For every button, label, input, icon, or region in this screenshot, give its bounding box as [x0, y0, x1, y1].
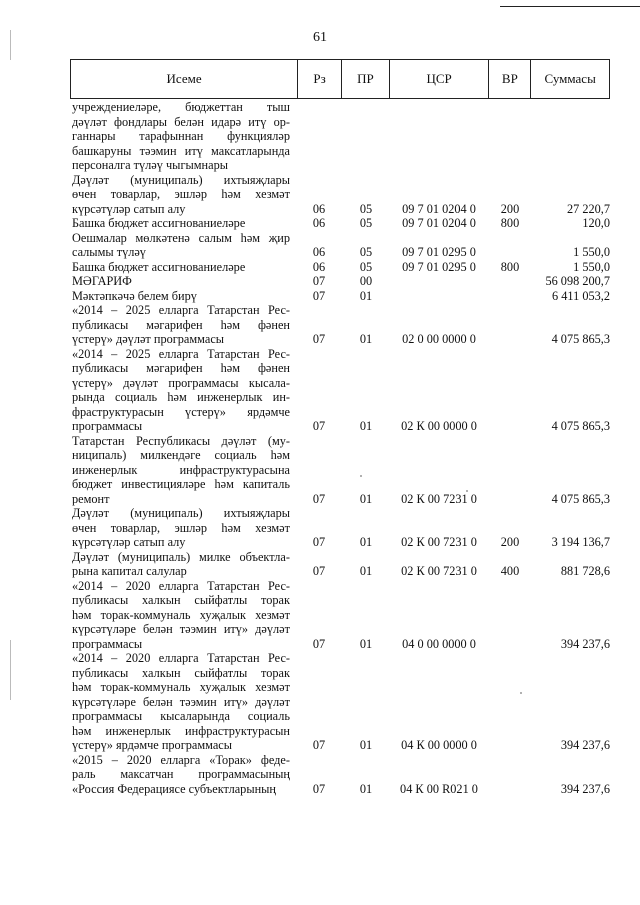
row-rz: 07	[312, 738, 326, 752]
row-name-line: ниципаль) милкендәге социаль һәм	[72, 448, 290, 462]
row-name-line: программасы кысаларында социаль	[72, 709, 290, 723]
table-row	[72, 434, 610, 507]
row-name-line: күрсәтүләр сатып алу	[72, 201, 186, 216]
row-name	[72, 274, 294, 289]
table-row	[72, 651, 610, 753]
row-sum: 394 237,6	[560, 636, 610, 651]
row-name-line: рына капитал салулар	[72, 564, 187, 578]
row-pr: 01	[359, 491, 373, 506]
row-name-line: ремонт	[72, 491, 110, 506]
row-csr: 09 7 01 0295 0	[402, 245, 476, 259]
row-name	[72, 303, 294, 347]
row-name-line: Татарстан Республикасы дәүләт (му-	[72, 433, 290, 448]
row-name-line: башкаруны тәэмин итү максатларында	[72, 143, 290, 158]
row-name-line: «2014 – 2025 елларга Татарстан Рес-	[72, 303, 290, 317]
row-name-line: салымы түләү	[72, 245, 146, 259]
row-name-line: үстерү» дәүләт программасы	[72, 332, 225, 346]
row-name-line: публикасы халкын сыйфатлы торак	[72, 665, 290, 680]
table-row	[72, 173, 610, 217]
row-name-line: бюджет инвестицияләре һәм капиталь	[72, 477, 290, 491]
row-vr: 800	[500, 259, 520, 274]
scan-speck	[360, 475, 362, 477]
row-rz: 07	[312, 781, 326, 796]
row-name-line: күрсәтүләре белән тәэмин итү» дәүләт	[72, 622, 290, 636]
row-name-line: Дәүләт (муниципаль) милке объектла-	[72, 549, 290, 564]
row-rz: 07	[312, 564, 326, 578]
row-pr: 01	[359, 564, 373, 578]
row-pr: 05	[359, 216, 373, 230]
table-row	[72, 347, 610, 434]
row-csr: 02 0 00 0000 0	[402, 332, 476, 346]
table-row	[72, 216, 610, 231]
row-rz: 07	[312, 288, 326, 303]
row-name-line: үстерү» дәүләт программасы кысала-	[72, 375, 290, 390]
row-name-line: «2014 – 2020 елларга Татарстан Рес-	[72, 578, 290, 593]
header-vr: ВР	[489, 60, 531, 98]
row-name	[72, 506, 294, 550]
row-name-line: инженерлык инфраструктурасына	[72, 462, 290, 477]
table-row	[72, 753, 610, 797]
row-vr: 200	[500, 201, 520, 216]
row-sum: 394 237,6	[560, 738, 610, 752]
row-sum: 56 098 200,7	[545, 274, 610, 288]
row-name	[72, 173, 294, 217]
row-pr: 01	[359, 636, 373, 651]
row-csr: 09 7 01 0204 0	[402, 201, 476, 216]
row-name	[72, 550, 294, 579]
row-rz: 07	[312, 419, 326, 433]
row-name-line: өчен товарлар, эшләр һәм хезмәт	[72, 520, 290, 535]
row-pr: 05	[359, 201, 373, 216]
header-sum: Суммасы	[544, 71, 596, 86]
row-name	[72, 434, 294, 507]
table-row	[72, 274, 610, 289]
row-rz: 06	[312, 216, 326, 230]
row-name-line: Мәктәпкәчә белем бирү	[72, 288, 197, 303]
row-sum: 120,0	[582, 216, 610, 230]
row-rz: 07	[312, 535, 326, 549]
row-name	[72, 216, 294, 231]
table-row	[72, 579, 610, 652]
row-sum: 1 550,0	[573, 245, 610, 259]
row-sum: 3 194 136,7	[551, 535, 610, 549]
table-header	[70, 59, 610, 99]
row-csr: 04 К 00 R021 0	[400, 781, 478, 796]
scan-speck	[520, 692, 522, 694]
row-name-line: рында социаль һәм инженерлык ин-	[72, 390, 290, 404]
row-name-line: Оешмалар мөлкәтенә салым һәм җир	[72, 230, 290, 245]
row-rz: 07	[312, 636, 326, 651]
table-row	[72, 303, 610, 347]
row-name-line: учреждениеләре, бюджеттан тыш	[72, 100, 290, 114]
row-name	[72, 753, 294, 797]
row-name-line: дәүләт фондлары белән идарә итү ор-	[72, 114, 290, 129]
row-pr: 00	[359, 274, 373, 288]
row-name-line: ганнары тарафыннан функцияләр	[72, 129, 290, 143]
table-row	[72, 550, 610, 579]
row-name-line: һәм торак-коммуналь хуҗалык хезмәт	[72, 607, 290, 622]
row-sum: 4 075 865,3	[551, 419, 610, 433]
row-rz: 07	[312, 491, 326, 506]
table-row	[72, 260, 610, 275]
header-rz: Рз	[298, 60, 342, 98]
row-name	[72, 289, 294, 304]
row-pr: 01	[359, 288, 373, 303]
row-name-line: күрсәтүләре белән тәэмин итү» дәүләт	[72, 694, 290, 709]
row-name-line: өчен товарлар, эшләр һәм хезмәт	[72, 187, 290, 201]
row-name-line: публикасы халкын сыйфатлы торак	[72, 593, 290, 607]
row-sum: 4 075 865,3	[551, 332, 610, 346]
row-csr: 02 К 00 7231 0	[401, 564, 477, 578]
row-name	[72, 579, 294, 652]
table-row	[72, 289, 610, 304]
row-name	[72, 231, 294, 260]
row-sum: 394 237,6	[560, 781, 610, 796]
row-name	[72, 100, 294, 173]
scan-speck	[466, 490, 468, 492]
row-pr: 01	[359, 419, 373, 433]
row-name-line: Башка бюджет ассигнованиеләре	[72, 216, 246, 230]
row-csr: 02 К 00 0000 0	[401, 419, 477, 433]
row-pr: 01	[359, 738, 373, 752]
row-name-line: публикасы мәгарифен һәм фәнен	[72, 317, 290, 332]
row-name	[72, 260, 294, 275]
row-name-line: Дәүләт (муниципаль) ихтыяҗлары	[72, 506, 290, 520]
row-rz: 06	[312, 245, 326, 259]
table-row	[72, 100, 610, 173]
row-csr: 04 0 00 0000 0	[402, 636, 476, 651]
table-body	[72, 100, 610, 796]
row-csr: 02 К 00 7231 0	[401, 535, 477, 549]
row-name	[72, 347, 294, 434]
row-csr: 09 7 01 0204 0	[402, 216, 476, 230]
row-vr: 800	[500, 216, 520, 230]
row-rz: 06	[312, 259, 326, 274]
row-sum: 27 220,7	[566, 201, 610, 216]
row-name-line: персоналга түләү чыгымнары	[72, 158, 228, 172]
row-csr: 04 К 00 0000 0	[401, 738, 477, 752]
row-name-line: һәм торак-коммуналь хуҗалык хезмәт	[72, 680, 290, 694]
row-name-line: МӘГАРИФ	[72, 274, 132, 288]
row-name-line: «Россия Федерациясе субъектларының	[72, 781, 277, 796]
row-csr: 09 7 01 0295 0	[402, 259, 476, 274]
row-name-line: күрсәтүләр сатып алу	[72, 535, 186, 549]
header-name: Исеме	[71, 60, 298, 98]
row-pr: 05	[359, 245, 373, 259]
row-rz: 06	[312, 201, 326, 216]
row-name-line: раль максатчан программасының	[72, 767, 290, 781]
row-sum: 4 075 865,3	[551, 491, 610, 506]
row-vr: 200	[500, 535, 520, 549]
row-sum: 6 411 053,2	[552, 288, 610, 303]
row-name-line: Дәүләт (муниципаль) ихтыяҗлары	[72, 172, 290, 187]
row-name-line: фраструктурасын үстерү» ярдәмче	[72, 404, 290, 419]
row-name-line: «2014 – 2020 елларга Татарстан Рес-	[72, 651, 290, 665]
row-pr: 05	[359, 259, 373, 274]
row-sum: 881 728,6	[560, 564, 610, 578]
row-rz: 07	[312, 274, 326, 288]
row-name-line: һәм инженерлык инфраструктурасын	[72, 723, 290, 738]
row-rz: 07	[312, 332, 326, 346]
row-sum: 1 550,0	[573, 259, 610, 274]
row-name-line: Башка бюджет ассигнованиеләре	[72, 259, 246, 274]
row-pr: 01	[359, 781, 373, 796]
table-row	[72, 506, 610, 550]
row-vr: 400	[500, 564, 520, 578]
page-number: 61	[313, 30, 327, 45]
top-rule	[500, 6, 640, 7]
table-row	[72, 231, 610, 260]
row-pr: 01	[359, 332, 373, 346]
row-csr: 02 К 00 7231 0	[401, 491, 477, 506]
row-pr: 01	[359, 535, 373, 549]
row-name	[72, 651, 294, 753]
row-name-line: программасы	[72, 636, 143, 651]
row-name-line: публикасы мәгарифен һәм фәнен	[72, 361, 290, 375]
binding-mark	[10, 640, 11, 700]
header-pr: ПР	[342, 60, 390, 98]
row-name-line: «2015 – 2020 елларга «Торак» феде-	[72, 752, 290, 767]
row-name-line: үстерү» ярдәмче программасы	[72, 738, 232, 752]
row-name-line: «2014 – 2025 елларга Татарстан Рес-	[72, 346, 290, 361]
header-csr: ЦСР	[390, 60, 490, 98]
row-name-line: программасы	[72, 419, 143, 433]
